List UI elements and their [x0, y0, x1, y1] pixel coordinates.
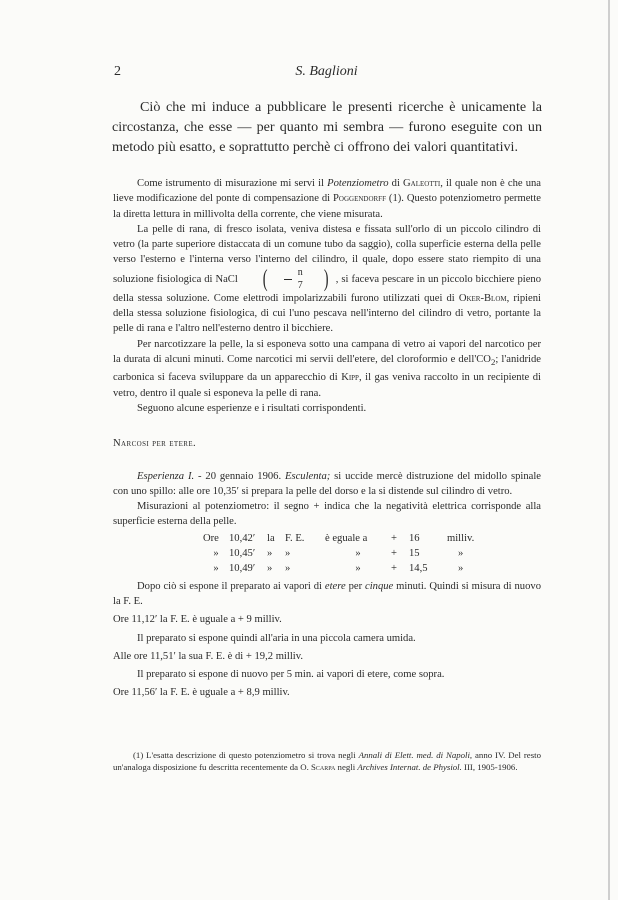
- intro-paragraph: Ciò che mi induce a pubblicare le presenti ricerche è unicamente la circostanza, che esse — per quanto mi sembra — furono eseguite con un metodo più esatto, e soprattutto perchè ci offrono dei valori quantitativi.: [112, 99, 542, 155]
- footnote: (1) L'esatta descrizione di questo potenziometro si trova negli Annali di Elett. med. di Napoli, anno IV. Del resto un'analoga disposizione fu descritta recentemente da O. Scarpa negli Archives Internat. de Physiol. III, 1905-1906.: [113, 750, 541, 772]
- table-row: Ore 10,42′ la F. E. è eguale a + 16 milliv.: [203, 532, 475, 544]
- paragraph-instrument: Come istrumento di misurazione mi servi il Potenziometro di Galeotti, il quale non è che una lieve modificazione del ponte di compensazione di Poggendorff (1). Questo potenziometro permette la diretta lettura in millivolta della corrente, che viene misurata.: [113, 178, 541, 220]
- main-text: [113, 176, 541, 704]
- paragraph-second-exposure: Il preparato si espone di nuovo per 5 min. ai vapori di etere, come sopra.: [137, 669, 445, 681]
- fraction-n-over-7: ( n 7 ): [262, 266, 329, 293]
- measurement-line-2: Alle ore 11,51′ la sua F. E. è di + 19,2 milliv.: [113, 650, 303, 662]
- paragraph-ether-exposure: Dopo ciò si espone il preparato ai vapori di etere per cinque minuti. Quindi si misura di nuovo la F. E.: [113, 580, 541, 607]
- paragraph-narcosis-method: Per narcotizzare la pelle, la si esponeva sotto una campana di vetro ai vapori del narcotico per la durata di alcuni minuti. Come narcotici mi servii dell'etere, del cloroformio e $dell'CO_2$; l'anidride carbonica si faceva sviluppare da un apparecchio di Kipp, il gas veniva raccolto in un recipiente di vetro, dentro il quale si esponeva la pelle di rana.: [113, 338, 541, 399]
- paragraph-measurements: Misurazioni al potenziometro: il segno + indica che la negatività elettrica corrisponde alla superficie esterna della pelle.: [113, 501, 541, 528]
- section-title: Narcosi per etere.: [113, 438, 197, 450]
- running-title: S. Baglioni: [295, 64, 358, 79]
- page-header: [114, 64, 539, 84]
- measurement-line-1: Ore 11,12′ la F. E. è uguale a + 9 milliv.: [113, 614, 282, 626]
- paragraph-experiment-1: Esperienza I. - 20 gennaio 1906. Esculenta; si uccide mercè distruzione del midollo spinale con uno spillo: alle ore 10,35′ si prepara la pelle del dorso e la si distende sul cilindro di vetro.: [113, 470, 541, 497]
- table-row: » 10,49′ » » » + 14,5 »: [213, 563, 464, 575]
- page-number: 2: [114, 64, 121, 79]
- measurement-line-3: Ore 11,56′ la F. E. è uguale a + 8,9 milliv.: [113, 687, 290, 699]
- table-row: » 10,45′ » » » + 15 »: [213, 548, 464, 560]
- paragraph-experiments-intro: Seguono alcune esperienze e i risultati corrispondenti.: [137, 402, 367, 414]
- paragraph-frog-skin: La pelle di rana, di fresco isolata, veniva distesa e fissata sull'orlo di un piccolo cilindro di vetro (la parte superiore distaccata di un comune tubo da saggio), colla superficie esterna della pelle verso l'esterno e l'interna verso l'interno del cilindro, il quale, dopo essere stato riempito di una soluzione fisiologica di NaCl ( n 7 ) , si faceva pescare in un piccolo bicchiere pieno della stessa soluzione. Come elettrodi impolarizzabili furono utilizzati quei di Oker-Blom, ripieni della stessa soluzione fisiologica, di cui l'uno pescava nell'interno del cilindro di vetro, portante la pelle di rana e l'altro nell'esterno dentro il bicchiere.: [113, 223, 542, 335]
- paragraph-air-exposure: Il preparato si espone quindi all'aria in una piccola camera umida.: [137, 632, 416, 644]
- measurements-table: [203, 531, 474, 577]
- page-edge-line: [608, 0, 610, 900]
